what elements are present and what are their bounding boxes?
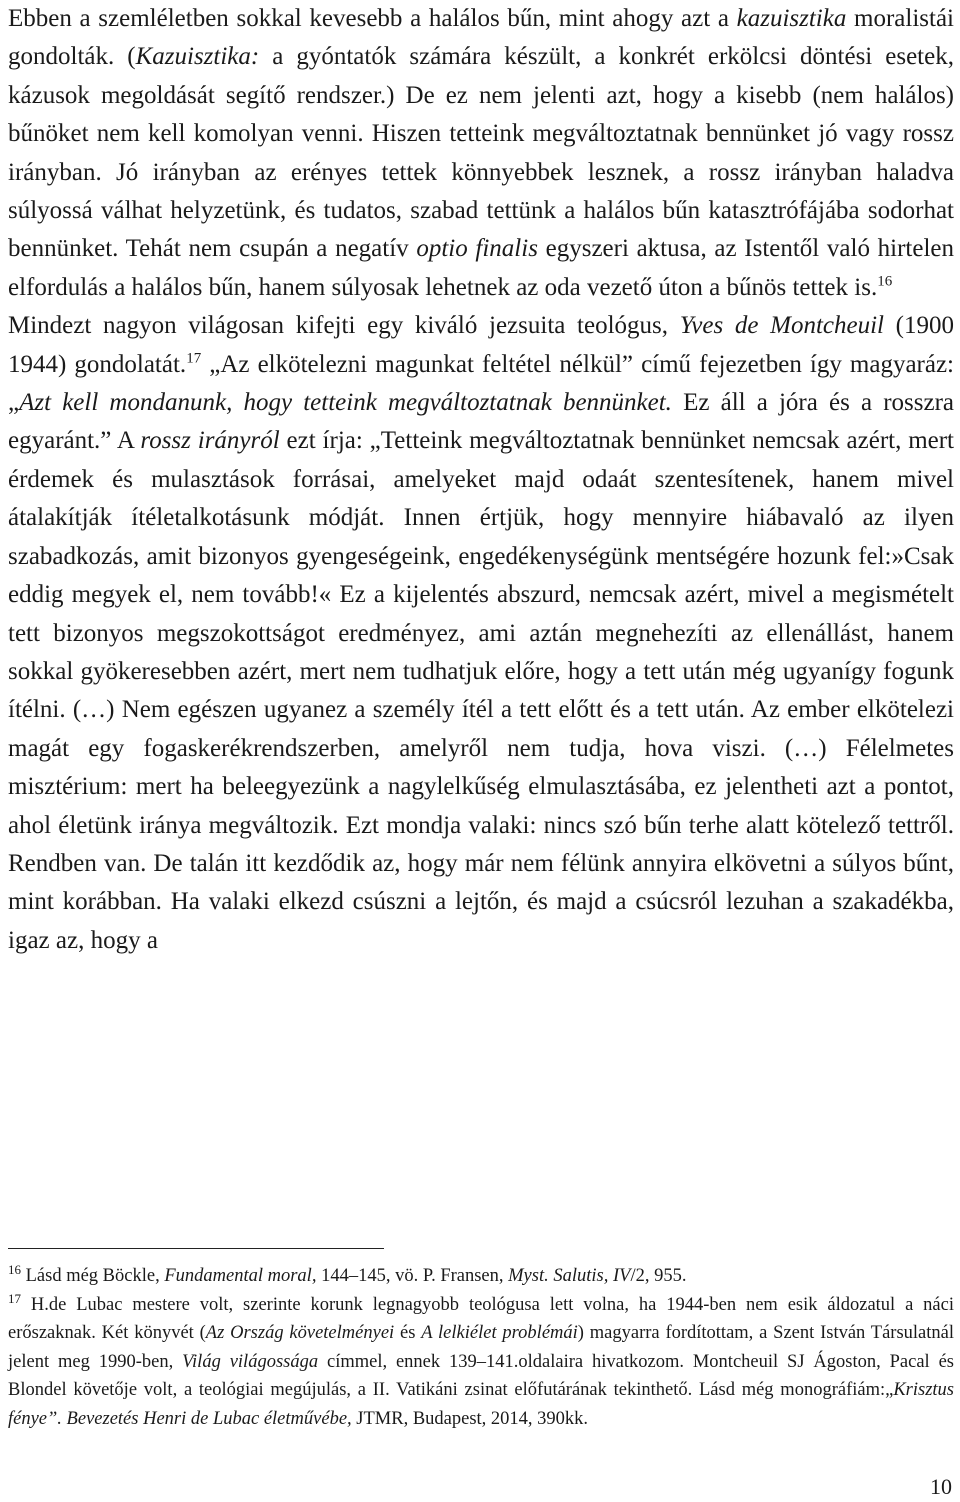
italic-name: Yves de Montcheuil bbox=[679, 312, 885, 340]
italic-title: Fundamental moral, bbox=[164, 1266, 317, 1286]
text-run: ezt írja: „Tetteink megváltoztatnak bennünket nemcsak azért, mert érdemek és mulasztások forrásai, amelyeket majd odaát szentesítenek, hanem mivel átalakítják ítéletalkotásunk módját. Innen értjük, hogy mennyire hiábavaló az ilyen szabadkozás, amit bizonyos gyengeségeink, engedékenységünk mentségére hozunk fel:»Csak eddig megyek el, nem tovább!« Ez a kijelentés abszurd, nemcsak azért, mivel a megismételt tett bizonyos megszokottságot eredményez, ami aztán megnehezíti az ellenállást, hanem sokkal gyökeresebben azért, mert nem tudhatjuk előre, hogy a tett után még ugyanígy fogunk ítélni. (…) Nem egészen ugyanez a személy ítél a tett előtt és a tett után. Az ember elkötelezi magát egy fogaskerékrendszerben, amelyről nem tudja, hova viszi. (…) Félelmetes misztérium: mert ha beleegyezünk a nagylelkűség elmulasztásába, ez jelentheti azt a pontot, ahol életünk iránya megváltozik. Ezt mondja valaki: nincs szó bűn terhe alatt kötelező tettről. Rendben van. De talán itt kezdődik az, hogy már nem félünk annyira elkövetni a súlyos bűnt, mint korábban. Ha valaki elkezd csúszni a lejtőn, és majd a csúcsról lezuhan a szakadékba, igaz az, hogy a bbox=[8, 427, 955, 954]
text-run: H.de Lubac mestere volt, szerinte korunk legnagyobb teológusa lett volna, ha 1944-ben nem esik áldozatul a náci erőszaknak. Két könyvét ( bbox=[8, 1294, 954, 1344]
italic-title: Myst. Salutis, IV bbox=[508, 1266, 631, 1286]
italic-title: Világ világossága bbox=[182, 1351, 319, 1372]
text-run: és bbox=[394, 1323, 422, 1344]
italic-title: Az Ország követelményei bbox=[205, 1323, 395, 1344]
text-run: Ez áll a jóra és a rosszra egyaránt.” A bbox=[8, 389, 955, 455]
page-number: 10 bbox=[930, 1474, 952, 1499]
footnote-number: 16 bbox=[8, 1261, 21, 1277]
footnote-separator bbox=[8, 1248, 384, 1249]
text-run: Ebben a szemléletben sokkal kevesebb a halálos bűn, mint ahogy azt a bbox=[8, 5, 737, 32]
text-run: JTMR, Budapest, 2014, 390kk. bbox=[351, 1408, 589, 1429]
footnote-17 bbox=[8, 1291, 954, 1434]
italic-term: rossz irányról bbox=[140, 427, 280, 455]
text-run: „Az elkötelezni magunkat feltétel nélkül” című fejezetben így magyaráz: „ bbox=[8, 350, 955, 417]
text-run: Mindezt nagyon világosan kifejti egy kiváló jezsuita teológus, bbox=[8, 312, 680, 340]
text-run: a gyóntatók számára készült, a konkrét erkölcsi döntési esetek, kázusok megoldását segítő rendszer.) De ez nem jelenti azt, hogy a kisebb (nem halálos) bűnöket nem kell komolyan venni. Hiszen tetteink megváltoztatnak bennünket jó vagy rossz irányban. Jó irányban az erényes tettek könnyebbek lesznek, a rossz irányban haladva súlyossá válhat helyzetünk, és tudatos, szabad tettünk a halálos bűn katasztrófájába sodorhat bennünket. Tehát nem csupán a negatív bbox=[8, 43, 954, 263]
text-run: 144–145, vö. P. Fransen, bbox=[316, 1266, 509, 1286]
text-run: (1900 1944) gondolatát. bbox=[8, 312, 955, 378]
paragraph-1 bbox=[8, 0, 954, 307]
text-run: moralistái gondolták. ( bbox=[8, 5, 954, 71]
text-run: egyszeri aktusa, az Istentől való hirtelen elfordulás a halálos bűn, hanem súlyosak lehetnek az oda vezető úton a bűnös tettek is. bbox=[8, 235, 955, 301]
text-run: /2, 955. bbox=[630, 1266, 687, 1286]
footnotes bbox=[8, 1262, 954, 1434]
italic-title: A lelkiélet problémái bbox=[421, 1323, 578, 1344]
document-page bbox=[8, 0, 954, 960]
paragraph-2 bbox=[8, 307, 954, 960]
italic-term: Kazuisztika: bbox=[135, 43, 260, 71]
italic-term: optio finalis bbox=[416, 235, 538, 263]
text-run: címmel, ennek 139–141.oldalaira hivatkozom. Montcheuil SJ Ágoston, Pacal és Blondel követője volt, a teológiai megújulás, a II. Vatikáni zsinat előfutárának tekinthető. Lásd még monográfiám:„ bbox=[8, 1351, 954, 1401]
italic-quote: Azt kell mondanunk, hogy tetteink megváltoztatnak bennünket. bbox=[19, 389, 672, 417]
text-run: ) magyarra fordítottam, a Szent István Társulatnál jelent meg 1990-ben, bbox=[8, 1323, 955, 1372]
footnote-16 bbox=[8, 1262, 954, 1291]
footnote-ref-16[interactable]: 16 bbox=[877, 273, 893, 290]
text-run: Lásd még Böckle, bbox=[21, 1266, 165, 1286]
italic-title: Krisztus fénye”. Bevezetés Henri de Lubac életművébe, bbox=[8, 1380, 954, 1429]
italic-term: kazuisztika bbox=[736, 5, 847, 32]
body-text bbox=[8, 0, 954, 960]
footnote-ref-17[interactable]: 17 bbox=[186, 350, 202, 367]
footnote-number: 17 bbox=[8, 1290, 21, 1306]
